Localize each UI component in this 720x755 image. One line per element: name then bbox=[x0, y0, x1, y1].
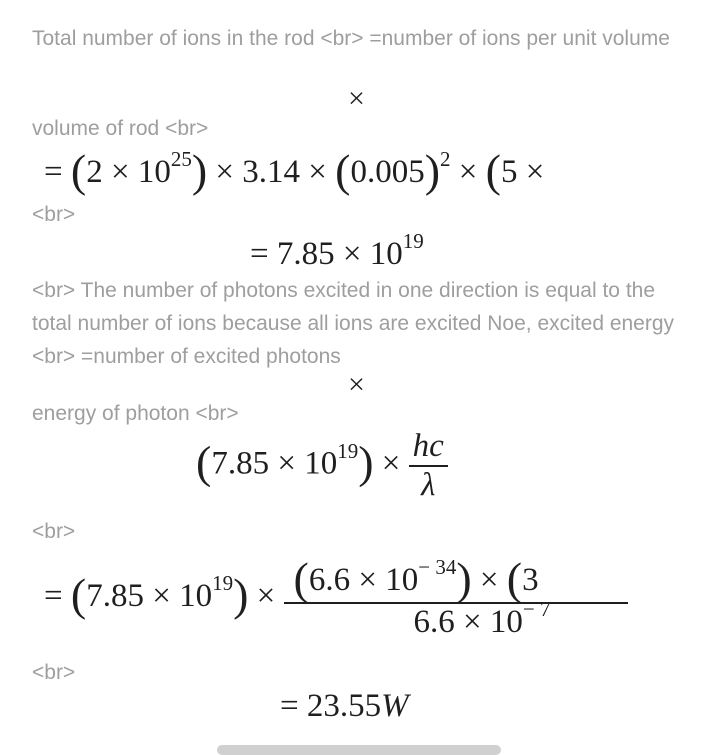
exponent: − 7 bbox=[522, 597, 551, 621]
photons-text: <br> The number of photons excited in one direction is equal to the total number of ions because all ions are excited Noe, excited energy <br> =number of excited photons bbox=[32, 279, 675, 368]
equals-sign: = bbox=[250, 236, 269, 272]
equals-sign: = bbox=[44, 578, 63, 615]
ion-density: 2 × 10 bbox=[86, 154, 171, 190]
equation-total-ions bbox=[250, 229, 424, 273]
left-paren: ( bbox=[196, 436, 212, 488]
left-paren: ( bbox=[485, 145, 501, 196]
wavelength: 6.6 × 10 bbox=[413, 604, 523, 640]
result-unit: W bbox=[381, 688, 409, 724]
left-paren: ( bbox=[70, 569, 87, 621]
exponent: 2 bbox=[440, 147, 451, 171]
speed-of-light: 3 bbox=[522, 562, 539, 598]
left-paren: ( bbox=[293, 553, 309, 604]
br-text: <br> bbox=[32, 520, 76, 543]
equals-sign: = bbox=[280, 688, 299, 724]
radius-value: 0.005 bbox=[350, 154, 425, 190]
numerator bbox=[284, 553, 628, 604]
equals-sign: = bbox=[44, 154, 63, 190]
scroll-handle[interactable] bbox=[217, 745, 501, 755]
equation-ion-count bbox=[44, 145, 545, 196]
times-symbol: × bbox=[348, 368, 365, 401]
operator-text: × bbox=[479, 562, 499, 598]
exponent: 19 bbox=[212, 571, 234, 596]
right-paren: ) bbox=[424, 145, 441, 196]
br-text: <br> bbox=[32, 661, 76, 684]
right-paren: ) bbox=[233, 569, 249, 621]
volume-text: volume of rod <br> bbox=[32, 117, 209, 140]
exponent: − 34 bbox=[418, 555, 457, 579]
numerator: hc bbox=[409, 428, 448, 467]
denominator: λ bbox=[421, 467, 436, 503]
equation-result bbox=[280, 688, 409, 725]
mantissa: 7.85 × 10 bbox=[276, 236, 403, 272]
br-text: <br> bbox=[32, 203, 76, 226]
denominator bbox=[284, 597, 628, 641]
length-value: 5 × bbox=[501, 154, 545, 190]
energy-text: energy of photon <br> bbox=[32, 402, 239, 425]
mantissa: 7.85 × 10 bbox=[211, 445, 338, 482]
right-paren: ) bbox=[358, 436, 374, 488]
exponent: 25 bbox=[170, 147, 192, 171]
right-paren: ) bbox=[456, 553, 472, 604]
left-paren: ( bbox=[70, 145, 87, 196]
result-value: 23.55 bbox=[306, 688, 382, 724]
planck-constant: 6.6 × 10 bbox=[308, 562, 419, 598]
operator-text: × bbox=[256, 578, 276, 615]
operator-text: × 3.14 × bbox=[215, 154, 327, 190]
mantissa: 7.85 × 10 bbox=[86, 578, 213, 615]
operator-text: × bbox=[458, 154, 478, 190]
operator-text: × bbox=[381, 445, 401, 482]
equation-energy-formula bbox=[196, 428, 448, 504]
exponent: 19 bbox=[402, 229, 424, 253]
times-symbol: × bbox=[348, 82, 365, 115]
equation-energy-substituted bbox=[44, 553, 628, 641]
exponent: 19 bbox=[337, 438, 359, 463]
left-paren: ( bbox=[335, 145, 351, 196]
right-paren: ) bbox=[191, 145, 208, 196]
fraction bbox=[284, 553, 628, 641]
intro-text: Total number of ions in the rod <br> =number of ions per unit volume bbox=[32, 27, 670, 50]
left-paren: ( bbox=[506, 553, 523, 604]
fraction bbox=[409, 428, 448, 504]
